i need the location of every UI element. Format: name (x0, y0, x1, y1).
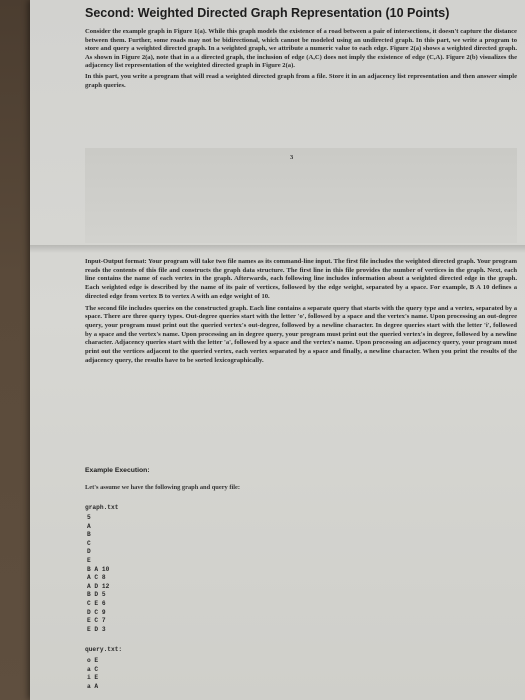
code-line: a C (87, 665, 99, 673)
graph-file-label: graph.txt (85, 504, 119, 511)
code-line: A D 12 (87, 582, 110, 590)
code-line: B D 5 (87, 591, 106, 599)
example-sentence: Let's assume we have the following graph and query file: (85, 484, 240, 491)
intro-paragraph-1: Consider the example graph in Figure 1(a). While this graph models the existence of a road between a pair of intersections, it doesn't capture the distance between them. Further, some roads may not be bidirectional, which cannot be modeled using an undirected graph. In this part, we write a program to store and query a weighted directed graph. In a weighted graph, we attribute a numeric value to each edge. Figure 2(a) shows a weighted directed graph. As shown in Figure 2(a), note that in a a directed graph, the inclusion of edge (A,C) does not imply the existence of edge (C,A). Figure 2(b) visualizes the adjacency list representation of the weighted directed graph in Figure 2(a). (85, 28, 517, 70)
io-format-paragraph-1: Input-Output format: Your program will take two file names as its command-line input. The first file includes the weighted directed graph. Your program reads the contents of this file and constructs the graph data structure. The first line in this file provides the number of vertices in the graph. Next, each line contains the name of each vertex in the graph. Afterwards, each following line includes information about a weighted directed edge in the graph. Each weighted edge is described by the name of its pair of vertices, followed by the edge weight, separated by a space. For example, B A 10 defines a directed edge from vertex B to vertex A with an edge weight of 10. (85, 258, 517, 300)
figure-area (85, 148, 517, 243)
code-line: C E 6 (87, 599, 106, 607)
code-line: A C 8 (87, 574, 106, 582)
code-line: E D 3 (87, 625, 106, 633)
intro-paragraph-2: In this part, you write a program that will read a weighted directed graph from a file. Store it in an adjacency list representation and then answer simple graph queries. (85, 72, 517, 89)
io-format-text (85, 258, 517, 365)
code-line: B (87, 531, 91, 539)
code-line: a A (87, 682, 99, 690)
code-line: D C 9 (87, 608, 106, 616)
code-line: C (87, 539, 91, 547)
graph-file-content (87, 514, 109, 634)
code-line: o E (87, 657, 99, 664)
code-line: E (87, 556, 91, 564)
code-line: 5 (87, 514, 91, 521)
code-line: B A 10 (87, 565, 110, 573)
query-file-label: query.txt: (85, 646, 123, 653)
code-line: i E (87, 674, 99, 682)
io-format-paragraph-2: The second file includes queries on the constructed graph. Each line contains a separate query that starts with the query type and a vertex, separated by a space. There are three query types. Out-degree queries start with the letter 'o', followed by a space and the vertex's name. Upon processing an out-degree query, your program must print out the queried vertex's out-degree, followed by a newline character. In degree queries start with the letter 'i', followed by a space and the vertex's name. Upon processing an in degree query, your program must print out the queried vertex's in degree, followed by a newline character. Adjacency queries start with the letter 'a', followed by a space and the vertex's name. Upon processing an adjacency query, your program must print out the vertices adjacent to the queried vertex, each vertex separated by a space and finally, a newline character. When you print the results of the adjacency query, the results have to be sorted lexicographically. (85, 304, 517, 364)
intro-text (85, 28, 517, 90)
document-page (30, 0, 525, 700)
section-title: Second: Weighted Directed Graph Representation (10 Points) (85, 6, 450, 20)
example-heading: Example Execution: (85, 467, 150, 474)
query-file-content (87, 657, 98, 691)
page-fold-shadow (30, 245, 525, 253)
code-line: E C 7 (87, 617, 106, 625)
code-line: A (87, 522, 91, 530)
page-number: 3 (290, 154, 294, 161)
code-line: D (87, 548, 91, 556)
